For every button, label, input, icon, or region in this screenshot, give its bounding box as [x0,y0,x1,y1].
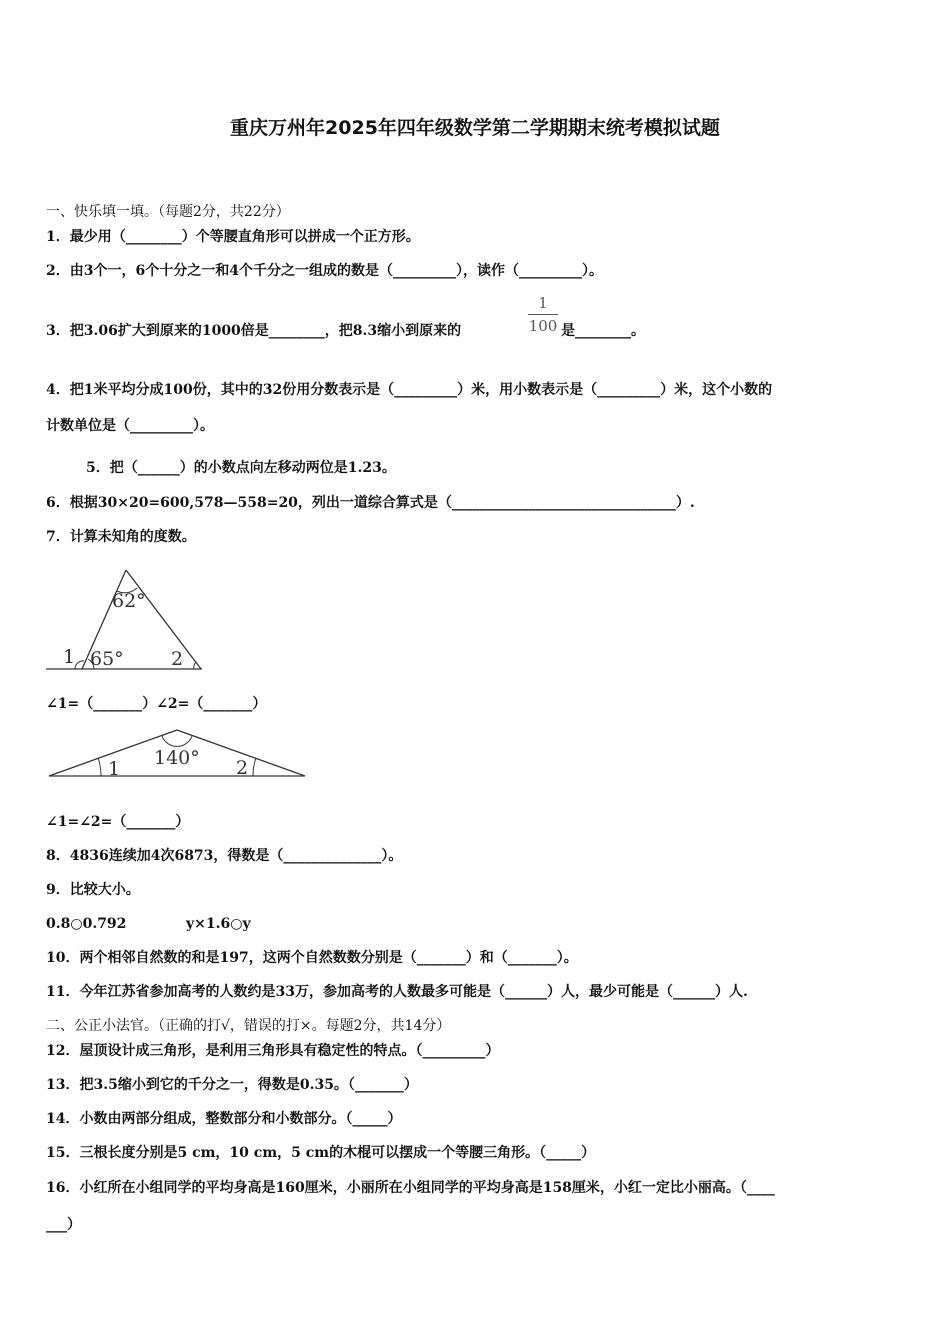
angle-1-label: 1 [108,758,121,780]
question-13: 13．把3.5缩小到它的千分之一，得数是0.35。（_______） [46,1077,418,1093]
question-9-item-1: 0.8○0.792 [46,916,127,932]
triangle-figure-1 [44,565,214,675]
fraction-denominator: 100 [528,317,558,335]
triangle-right-side [126,570,201,669]
angle-1-label: 1 [63,646,76,668]
angle-2-label: 2 [171,648,184,670]
question-9-item-2: y×1.6○y [186,916,251,932]
question-5: 5．把（______）的小数点向左移动两位是1.23。 [86,460,396,476]
question-15: 15．三根长度分别是5 cm，10 cm，5 cm的木棍可以摆成一个等腰三角形。（_____） [46,1145,596,1161]
angle-65-label: 65° [90,648,124,670]
question-1: 1．最少用（________）个等腰直角形可以拼成一个正方形。 [46,229,420,245]
question-2: 2．由3个一，6个十分之一和4个千分之一组成的数是（_________），读作（_________）。 [46,263,603,279]
angle-1-arc [98,758,101,776]
question-6: 6．根据30×20=600,578—558=20，列出一道综合算式是（________________________________）. [46,495,695,511]
question-14: 14．小数由两部分组成，整数部分和小数部分。（_____） [46,1111,402,1127]
question-11: 11．今年江苏省参加高考的人数约是33万，参加高考的人数最多可能是（______）人，最少可能是（______）人. [46,984,748,1000]
top-angle-arc [162,736,192,746]
question-16-line2: ___） [46,1217,81,1233]
angle-2-label: 2 [236,757,249,779]
section-2-heading: 二、公正小法官。（正确的打√，错误的打×。每题2分，共14分） [46,1018,451,1034]
angle-2-arc [194,662,196,669]
question-16-line1: 16．小红所在小组同学的平均身高是160厘米，小丽所在小组同学的平均身高是158厘米，小红一定比小丽高。（____ [46,1180,775,1196]
question-12: 12．屋顶设计成三角形，是利用三角形具有稳定性的特点。（_________） [46,1043,500,1059]
section-1-heading: 一、快乐填一填。（每题2分，共22分） [46,204,290,220]
question-7-answer-2: ∠1=∠2=（_______） [46,814,190,830]
question-7: 7．计算未知角的度数。 [46,529,196,545]
question-3-part1: 3．把3.06扩大到原来的1000倍是________，把8.3缩小到原来的 [46,323,462,339]
question-8: 8．4836连续加4次6873，得数是（______________）。 [46,848,403,864]
page-title: 重庆万州年2025年四年级数学第二学期期末统考模拟试题 [230,117,720,139]
question-4-line1: 4．把1米平均分成100份，其中的32份用分数表示是（_________）米，用小数表示是（_________）米，这个小数的 [46,382,773,398]
fraction-bar [528,314,558,315]
angle-2-arc [253,758,256,776]
fraction-one-hundredth [528,294,558,335]
question-10: 10．两个相邻自然数的和是197，这两个自然数数分别是（_______）和（_______）。 [46,950,578,966]
triangle-figure-2 [46,726,311,781]
question-3-part2: 是________。 [561,323,645,339]
question-9: 9．比较大小。 [46,882,140,898]
angle-62-label: 62° [112,590,146,612]
angle-140-label: 140° [154,747,200,769]
fraction-numerator: 1 [538,294,548,312]
question-7-answer-1: ∠1=（_______）∠2=（_______） [46,696,267,712]
question-4-line2: 计数单位是（_________）。 [46,418,214,434]
